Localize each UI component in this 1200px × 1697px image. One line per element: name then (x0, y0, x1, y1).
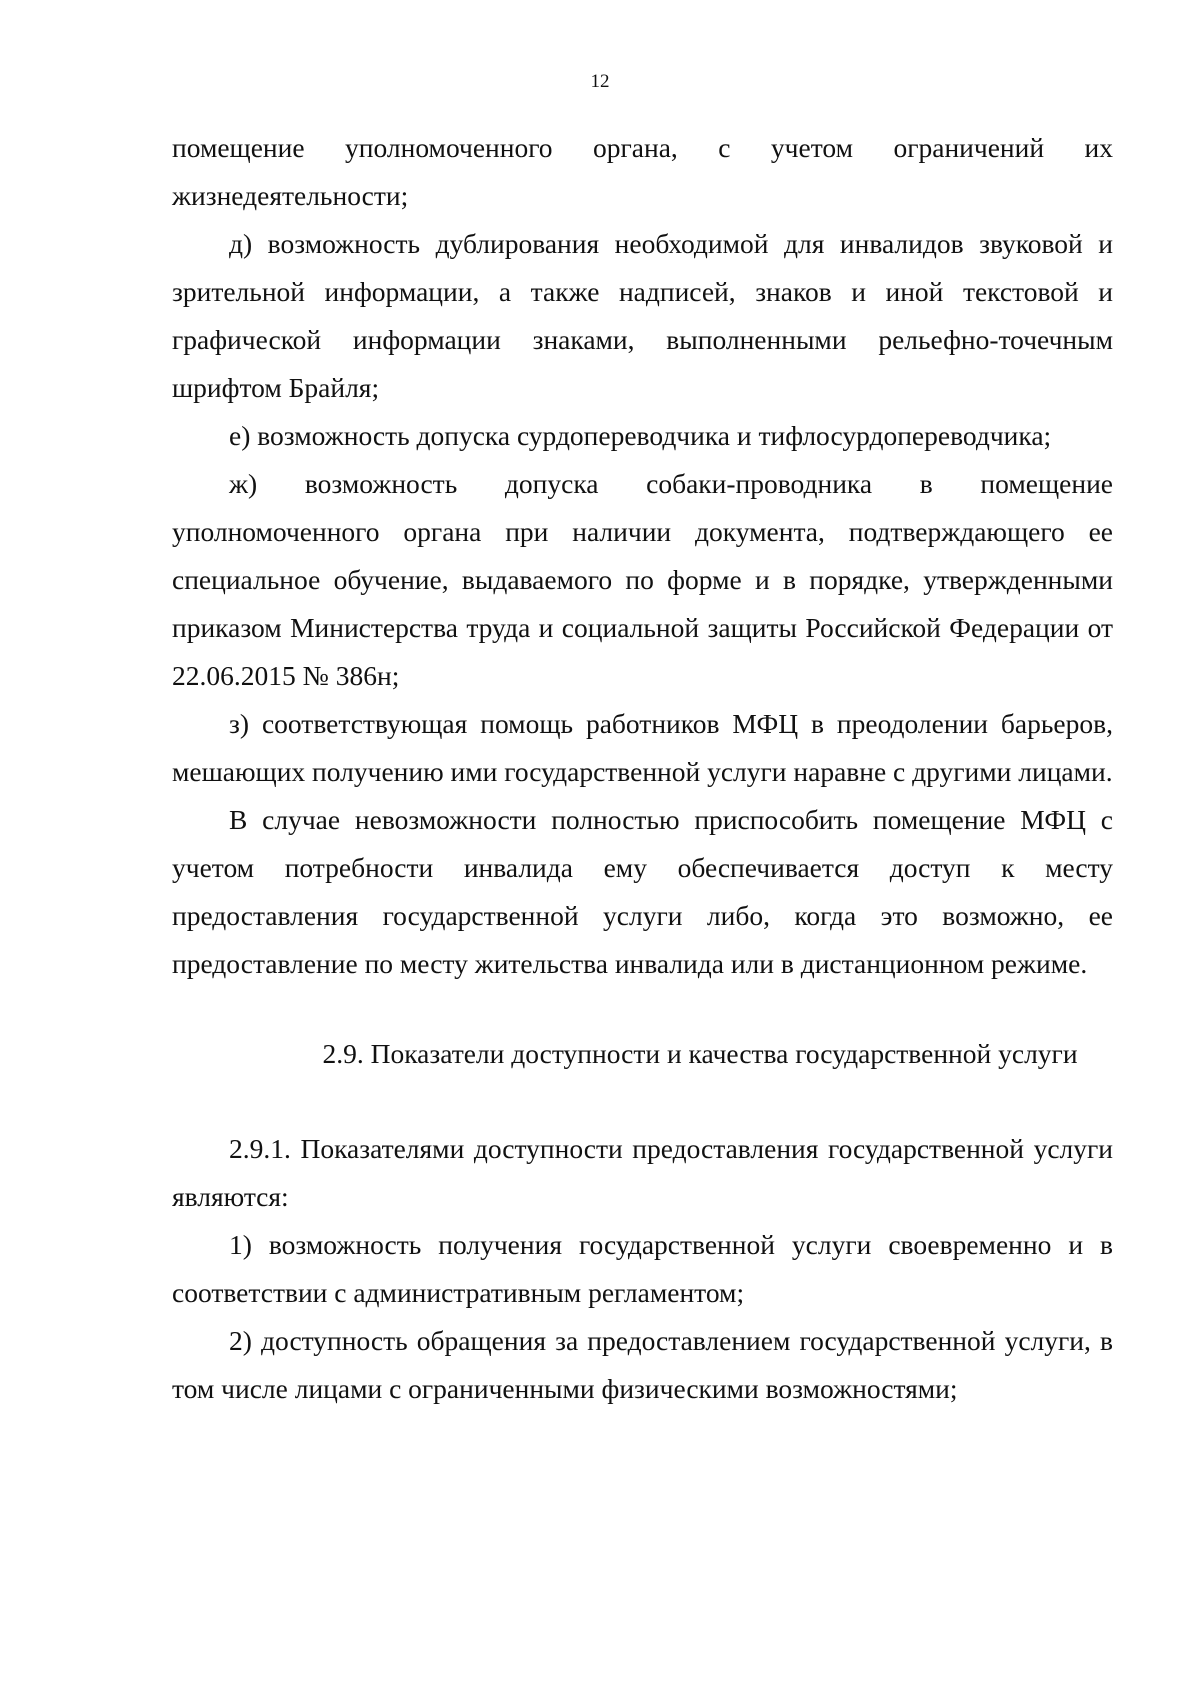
document-body (172, 124, 1113, 1413)
paragraph-continuation: помещение уполномоченного органа, с учетом ограничений их жизнедеятельности; (172, 132, 1113, 211)
page-number: 12 (590, 71, 610, 92)
paragraph-item-1: 1) возможность получения государственной услуги своевременно и в соответствии с административным регламентом; (172, 1229, 1113, 1308)
section-heading: 2.9. Показатели доступности и качества государственной услуги (322, 1038, 1078, 1069)
paragraph-2-9-1: 2.9.1. Показателями доступности предоставления государственной услуги являются: (172, 1133, 1113, 1212)
paragraph-mfc-case: В случае невозможности полностью приспособить помещение МФЦ с учетом потребности инвалида ему обеспечивается доступ к месту предоставления государственной услуги либо, когда это возможно, ее предоставление по месту жительства инвалида или в дистанционном режиме. (172, 804, 1113, 979)
spacer (172, 1078, 1113, 1125)
paragraph-item-zh: ж) возможность допуска собаки-проводника в помещение уполномоченного органа при наличии документа, подтверждающего ее специальное обучение, выдаваемого по форме и в порядке, утвержденными приказом Министерства труда и социальной защиты Российской Федерации от 22.06.2015 № 386н; (172, 468, 1113, 691)
paragraph-item-z: з) соответствующая помощь работников МФЦ в преодолении барьеров, мешающих получению ими государственной услуги наравне с другими лицами. (172, 708, 1113, 787)
paragraph-item-d: д) возможность дублирования необходимой для инвалидов звуковой и зрительной информации, а также надписей, знаков и иной текстовой и графической информации знаками, выполненными рельефно-точечным шрифтом Брайля; (172, 228, 1113, 403)
paragraph-item-2: 2) доступность обращения за предоставлением государственной услуги, в том числе лицами с ограниченными физическими возможностями; (172, 1325, 1113, 1404)
paragraph-item-e: е) возможность допуска сурдопереводчика и тифлосурдопереводчика; (229, 420, 1052, 451)
spacer (172, 988, 1113, 1030)
